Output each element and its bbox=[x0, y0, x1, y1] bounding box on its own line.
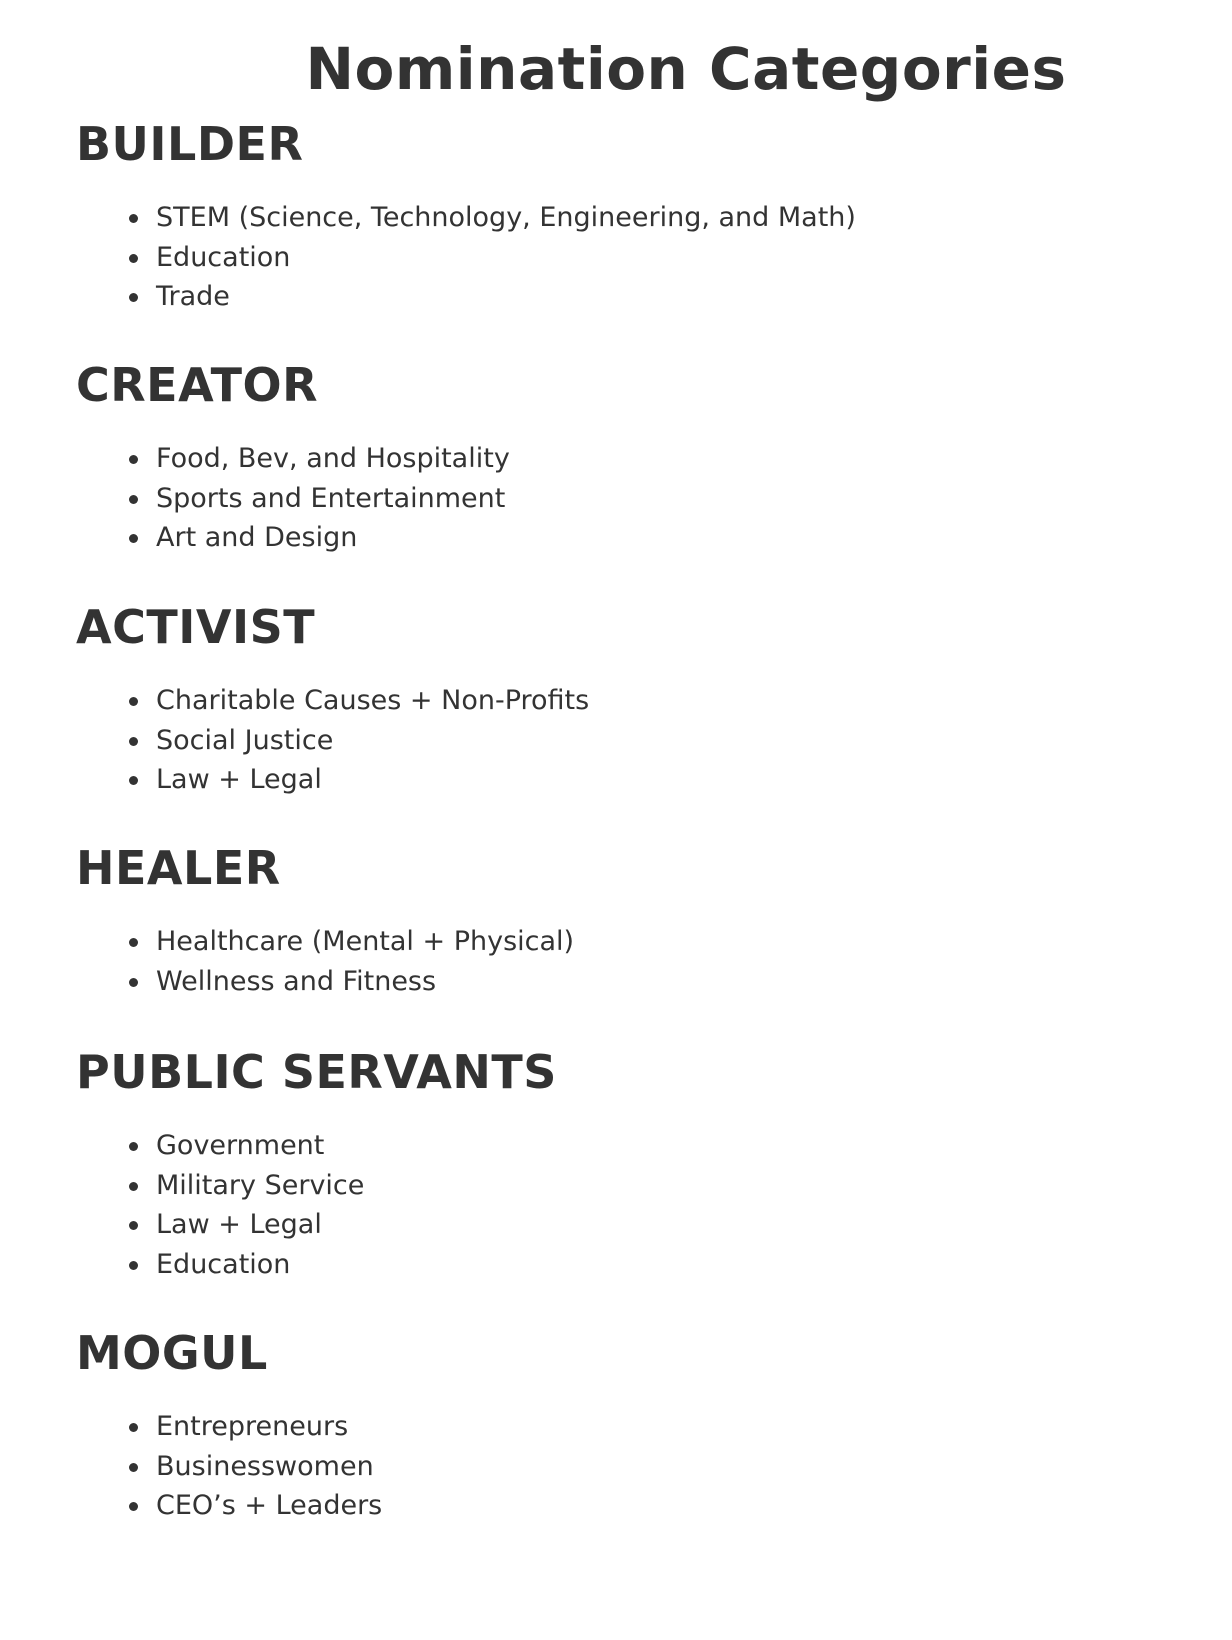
list-item bbox=[76, 681, 589, 721]
bullet-icon bbox=[129, 214, 138, 223]
list-item-label: Art and Design bbox=[156, 522, 358, 553]
bullet-icon bbox=[129, 1182, 138, 1191]
list-item bbox=[76, 198, 856, 238]
bullet-icon bbox=[129, 697, 138, 706]
list-item-label: Law + Legal bbox=[156, 1209, 322, 1240]
section-creator bbox=[76, 357, 510, 558]
list-item bbox=[76, 760, 589, 800]
category-list bbox=[76, 681, 589, 800]
section-healer bbox=[76, 840, 574, 1001]
list-item bbox=[76, 1447, 382, 1487]
bullet-icon bbox=[129, 1463, 138, 1472]
bullet-icon bbox=[129, 737, 138, 746]
list-item bbox=[76, 479, 510, 519]
section-heading: PUBLIC SERVANTS bbox=[76, 1045, 557, 1099]
section-activist bbox=[76, 599, 589, 800]
section-mogul bbox=[76, 1325, 382, 1526]
bullet-icon bbox=[129, 1142, 138, 1151]
bullet-icon bbox=[129, 1221, 138, 1230]
section-heading: ACTIVIST bbox=[76, 600, 316, 654]
list-item-label: Trade bbox=[156, 281, 230, 312]
list-item-label: Food, Bev, and Hospitality bbox=[156, 443, 510, 474]
section-public-servants bbox=[76, 1044, 557, 1284]
list-item-label: Sports and Entertainment bbox=[156, 482, 506, 514]
bullet-icon bbox=[129, 293, 138, 302]
list-item bbox=[76, 518, 510, 558]
section-heading: BUILDER bbox=[76, 117, 304, 171]
page-title: Nomination Categories bbox=[305, 35, 1067, 103]
bullet-icon bbox=[129, 1261, 138, 1270]
bullet-icon bbox=[129, 938, 138, 947]
section-heading: HEALER bbox=[76, 841, 281, 895]
list-item-label: Education bbox=[156, 241, 291, 273]
list-item bbox=[76, 922, 574, 962]
category-list bbox=[76, 198, 856, 317]
list-item-label: Healthcare (Mental + Physical) bbox=[156, 926, 575, 957]
list-item-label: Businesswomen bbox=[156, 1450, 374, 1482]
list-item-label: Military Service bbox=[156, 1169, 365, 1201]
list-item-label: Government bbox=[156, 1130, 325, 1161]
list-item-label: CEO’s + Leaders bbox=[156, 1490, 383, 1521]
section-builder bbox=[76, 116, 856, 317]
bullet-icon bbox=[129, 254, 138, 263]
list-item bbox=[76, 1245, 557, 1285]
bullet-icon bbox=[129, 1502, 138, 1511]
bullet-icon bbox=[129, 776, 138, 785]
list-item bbox=[76, 1126, 557, 1166]
list-item bbox=[76, 1407, 382, 1447]
list-item bbox=[76, 238, 856, 278]
category-list bbox=[76, 1126, 557, 1284]
list-item-label: Wellness and Fitness bbox=[156, 965, 437, 997]
list-item-label: Entrepreneurs bbox=[156, 1411, 349, 1442]
section-heading: MOGUL bbox=[76, 1326, 268, 1380]
list-item bbox=[76, 439, 510, 479]
list-item-label: STEM (Science, Technology, Engineering, and Math) bbox=[156, 202, 856, 233]
list-item bbox=[76, 277, 856, 317]
list-item bbox=[76, 1486, 382, 1526]
list-item bbox=[76, 962, 574, 1002]
list-item-label: Law + Legal bbox=[156, 764, 322, 795]
list-item bbox=[76, 1205, 557, 1245]
category-list bbox=[76, 439, 510, 558]
list-item bbox=[76, 721, 589, 761]
bullet-icon bbox=[129, 978, 138, 987]
list-item bbox=[76, 1166, 557, 1206]
category-list bbox=[76, 1407, 382, 1526]
section-heading: CREATOR bbox=[76, 358, 319, 412]
bullet-icon bbox=[129, 534, 138, 543]
list-item-label: Education bbox=[156, 1248, 291, 1280]
list-item-label: Charitable Causes + Non-Profits bbox=[156, 685, 590, 716]
bullet-icon bbox=[129, 455, 138, 464]
category-list bbox=[76, 922, 574, 1001]
bullet-icon bbox=[129, 1423, 138, 1432]
bullet-icon bbox=[129, 495, 138, 504]
list-item-label: Social Justice bbox=[156, 724, 334, 756]
